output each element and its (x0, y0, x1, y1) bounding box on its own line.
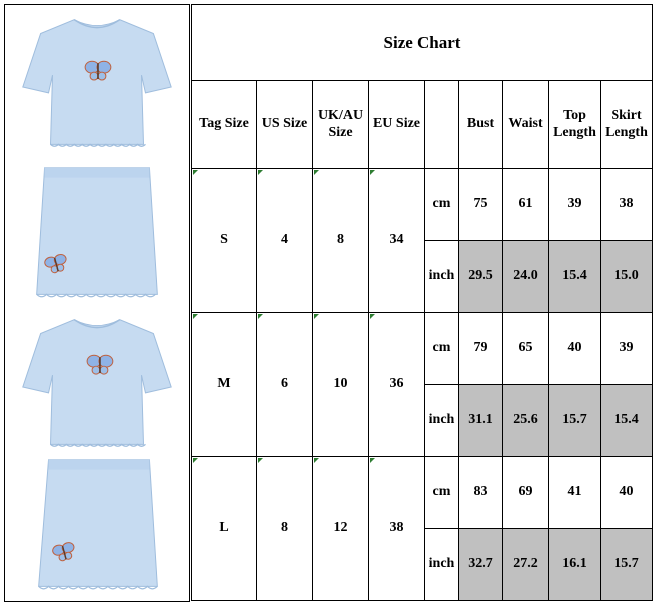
bust-cell: 83 (459, 457, 503, 529)
tag-size-cell: M (192, 313, 257, 457)
unit-cell: cm (425, 457, 459, 529)
top-length-cell: 41 (549, 457, 601, 529)
header-us-size: US Size (257, 81, 313, 169)
header-row (192, 81, 653, 169)
ukau-size-cell: 8 (313, 169, 369, 313)
crop-top-icon (5, 9, 189, 157)
eu-size-cell: 38 (369, 457, 425, 601)
crop-top-icon (5, 309, 189, 457)
mini-skirt-image (5, 159, 189, 307)
bust-cell: 79 (459, 313, 503, 385)
table-row (192, 313, 653, 385)
eu-size-cell: 34 (369, 169, 425, 313)
size-chart-table (191, 4, 653, 601)
header-skirt-length: Skirt Length (601, 81, 653, 169)
waist-cell: 25.6 (503, 385, 549, 457)
mini-skirt-image (5, 453, 189, 601)
unit-cell: cm (425, 169, 459, 241)
mini-skirt-icon (5, 159, 189, 307)
tag-size-cell: S (192, 169, 257, 313)
eu-size-cell: 36 (369, 313, 425, 457)
us-size-cell: 4 (257, 169, 313, 313)
unit-cell: inch (425, 385, 459, 457)
top-length-cell: 39 (549, 169, 601, 241)
header-waist: Waist (503, 81, 549, 169)
chart-title: Size Chart (192, 5, 653, 81)
header-ukau-size: UK/AU Size (313, 81, 369, 169)
skirt-length-cell: 38 (601, 169, 653, 241)
waist-cell: 27.2 (503, 529, 549, 601)
ukau-size-cell: 12 (313, 457, 369, 601)
waist-cell: 61 (503, 169, 549, 241)
bust-cell: 29.5 (459, 241, 503, 313)
table-row (192, 169, 653, 241)
waist-cell: 69 (503, 457, 549, 529)
ukau-size-cell: 10 (313, 313, 369, 457)
waist-cell: 24.0 (503, 241, 549, 313)
mini-skirt-icon (5, 453, 189, 601)
header-unit (425, 81, 459, 169)
unit-cell: cm (425, 313, 459, 385)
unit-cell: inch (425, 529, 459, 601)
header-tag-size: Tag Size (192, 81, 257, 169)
bust-cell: 31.1 (459, 385, 503, 457)
skirt-length-cell: 40 (601, 457, 653, 529)
crop-top-image (5, 9, 189, 157)
crop-top-image (5, 309, 189, 457)
product-photos (4, 4, 190, 602)
skirt-length-cell: 15.4 (601, 385, 653, 457)
top-length-cell: 15.4 (549, 241, 601, 313)
skirt-length-cell: 15.7 (601, 529, 653, 601)
skirt-length-cell: 15.0 (601, 241, 653, 313)
us-size-cell: 6 (257, 313, 313, 457)
top-length-cell: 40 (549, 313, 601, 385)
skirt-length-cell: 39 (601, 313, 653, 385)
header-top-length: Top Length (549, 81, 601, 169)
bust-cell: 75 (459, 169, 503, 241)
top-length-cell: 16.1 (549, 529, 601, 601)
unit-cell: inch (425, 241, 459, 313)
tag-size-cell: L (192, 457, 257, 601)
bust-cell: 32.7 (459, 529, 503, 601)
waist-cell: 65 (503, 313, 549, 385)
us-size-cell: 8 (257, 457, 313, 601)
top-length-cell: 15.7 (549, 385, 601, 457)
header-bust: Bust (459, 81, 503, 169)
table-row (192, 457, 653, 529)
header-eu-size: EU Size (369, 81, 425, 169)
